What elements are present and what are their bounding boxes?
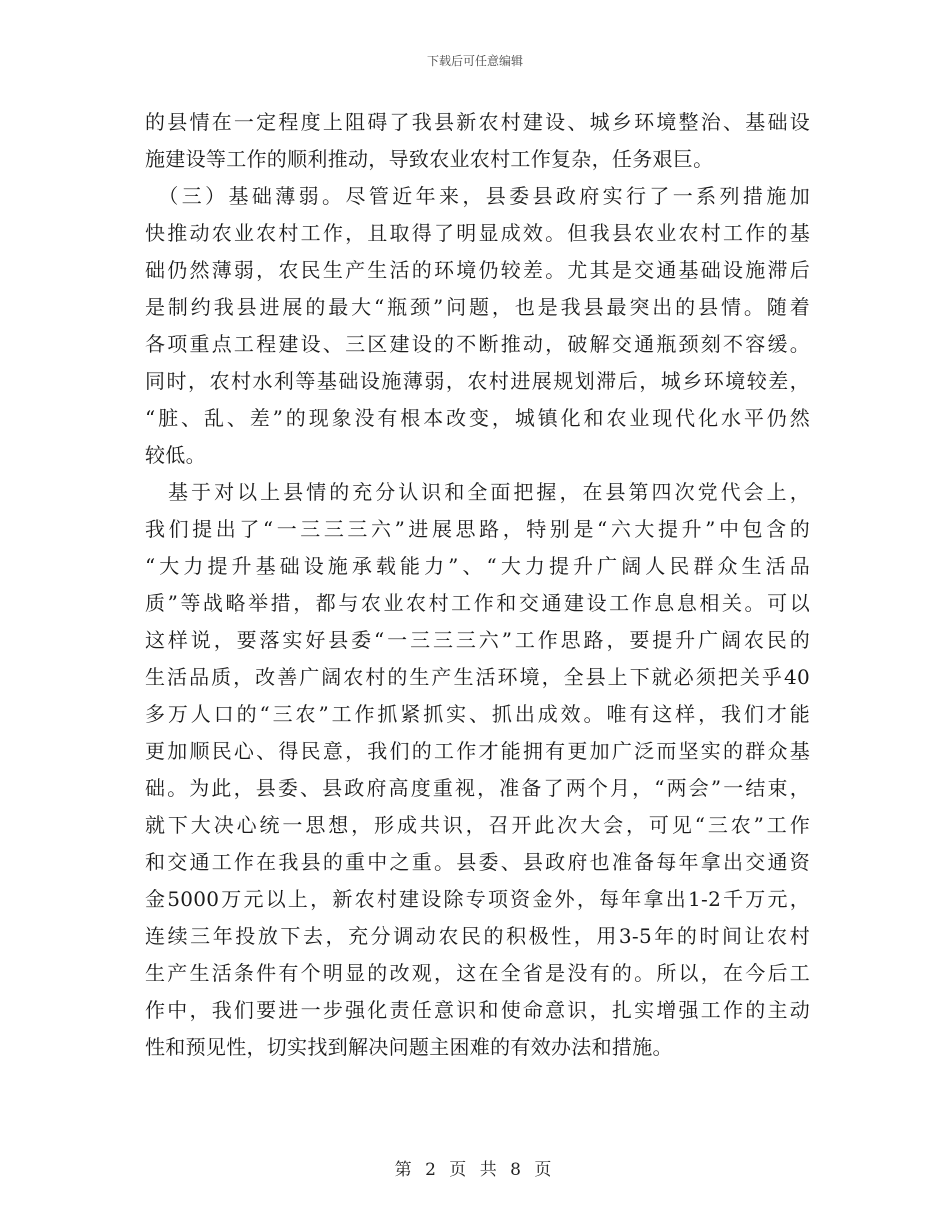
body-line: 同时，农村水利等基础设施薄弱，农村进展规划滞后，城乡环境较差， xyxy=(145,369,810,393)
body-line: 的县情在一定程度上阻碍了我县新农村建设、城乡环境整治、基础设 xyxy=(145,110,810,134)
body-line: 更加顺民心、得民意，我们的工作才能拥有更加广泛而坚实的群众基 xyxy=(145,739,810,763)
document-body xyxy=(145,104,810,1066)
body-line: 快推动农业农村工作，且取得了明显成效。但我县农业农村工作的基 xyxy=(145,221,810,245)
body-line: 基于对以上县情的充分认识和全面把握，在县第四次党代会上， xyxy=(145,480,810,504)
body-line: “大力提升基础设施承载能力”、“大力提升广阔人民群众生活品 xyxy=(145,554,810,578)
body-line: 生产生活条件有个明显的改观，这在全省是没有的。所以，在今后工 xyxy=(145,961,810,985)
body-line: “脏、乱、差”的现象没有根本改变，城镇化和农业现代化水平仍然 xyxy=(145,406,810,430)
body-line: 我们提出了“一三三三六”进展思路，特别是“六大提升”中包含的 xyxy=(145,517,810,541)
body-line: 是制约我县进展的最大“瓶颈”问题，也是我县最突出的县情。随着 xyxy=(145,295,810,319)
body-line: 就下大决心统一思想，形成共识，召开此次大会，可见“三农”工作 xyxy=(145,813,810,837)
page-header: 下载后可任意编辑 xyxy=(426,54,523,68)
body-line: 础。为此，县委、县政府高度重视，准备了两个月，“两会”一结束， xyxy=(145,776,810,800)
body-line: 这样说，要落实好县委“一三三三六”工作思路，要提升广阔农民的 xyxy=(145,628,810,652)
body-line: 础仍然薄弱，农民生产生活的环境仍较差。尤其是交通基础设施滞后 xyxy=(145,258,810,282)
body-line: （三）基础薄弱。尽管近年来，县委县政府实行了一系列措施加 xyxy=(145,184,810,208)
body-line: 质”等战略举措，都与农业农村工作和交通建设工作息息相关。可以 xyxy=(145,591,810,615)
body-line: 较低。 xyxy=(145,443,206,467)
body-line: 作中，我们要进一步强化责任意识和使命意识，扎实增强工作的主动 xyxy=(145,998,810,1022)
body-line: 多万人口的“三农”工作抓紧抓实、抓出成效。唯有这样，我们才能 xyxy=(145,702,810,726)
body-line: 性和预见性，切实找到解决问题主困难的有效办法和措施。 xyxy=(145,1035,673,1059)
body-line: 各项重点工程建设、三区建设的不断推动，破解交通瓶颈刻不容缓。 xyxy=(145,332,810,356)
page-number-footer: 第 2 页 共 8 页 xyxy=(394,1160,556,1180)
body-line: 连续三年投放下去，充分调动农民的积极性，用3-5年的时间让农村 xyxy=(145,924,810,948)
body-line: 生活品质，改善广阔农村的生产生活环境，全县上下就必须把关乎40 xyxy=(145,665,810,689)
body-line: 和交通工作在我县的重中之重。县委、县政府也准备每年拿出交通资 xyxy=(145,850,810,874)
body-line: 金5000万元以上，新农村建设除专项资金外，每年拿出1-2千万元， xyxy=(145,887,810,911)
body-line: 施建设等工作的顺利推动，导致农业农村工作复杂，任务艰巨。 xyxy=(145,147,714,171)
